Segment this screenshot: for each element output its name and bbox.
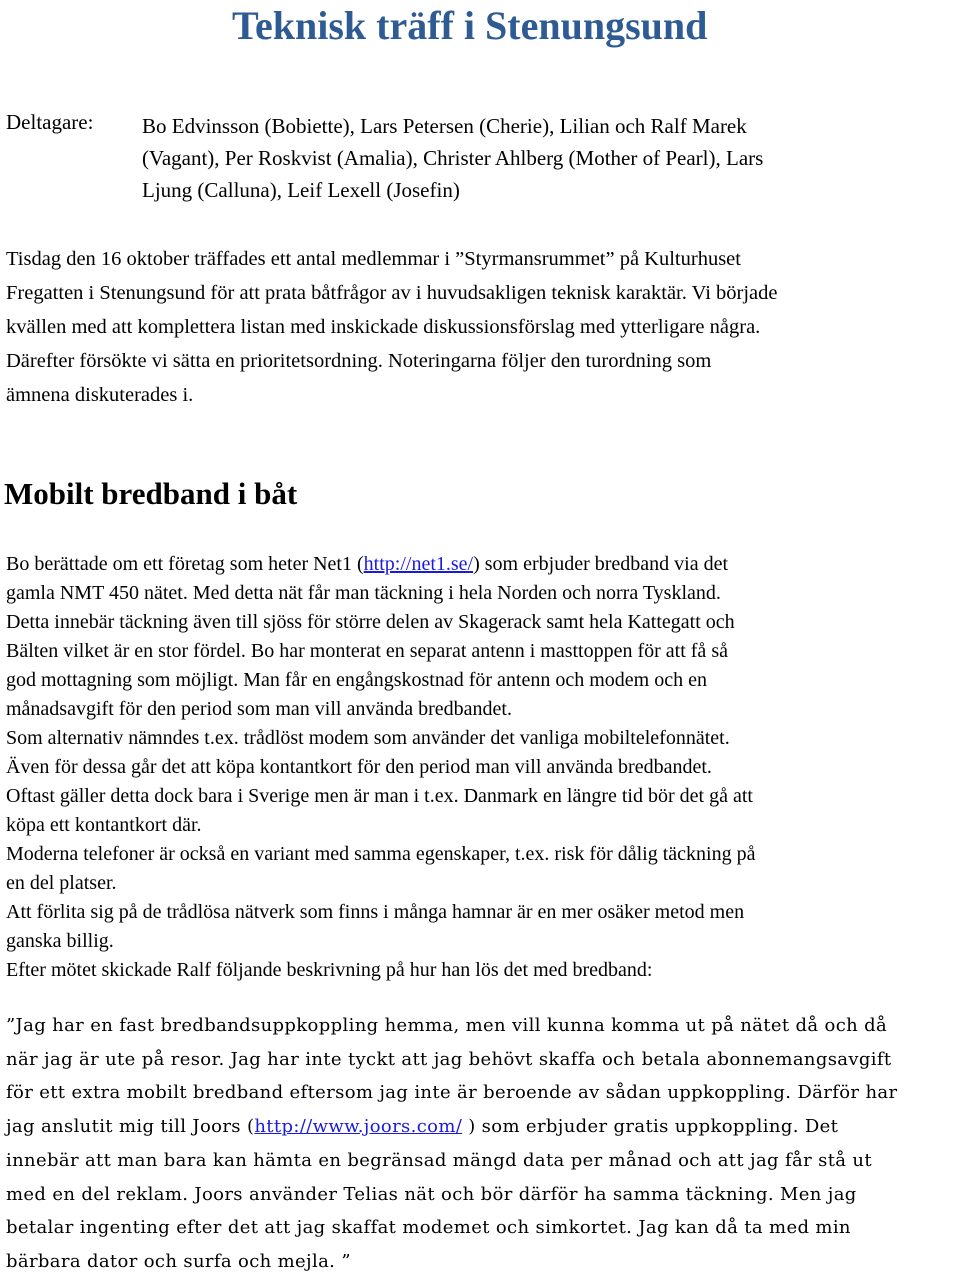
quote-text: ) som erbjuder gratis uppkoppling. Det	[462, 1116, 839, 1138]
quote-line: innebär att man bara kan hämta en begränsad mängd data per månad och att jag får stå ut	[6, 1149, 872, 1171]
quote-block	[6, 1009, 897, 1279]
quote-line: för ett extra mobilt bredband eftersom jag inte är beroende av sådan uppkoppling. Därför har	[6, 1082, 898, 1104]
section-line: Detta innebär täckning även till sjöss för större delen av Skagerack samt hela Kattegatt och	[6, 611, 735, 633]
section-line: Oftast gäller detta dock bara i Sverige men är man i t.ex. Danmark en längre tid bör det gå att	[6, 785, 753, 807]
quote-line: betalar ingenting efter det att jag skaffat modemet och simkortet. Jag kan då ta med min	[6, 1217, 851, 1239]
joors-link[interactable]: http://www.joors.com/	[254, 1116, 463, 1138]
section-line: Moderna telefoner är också en variant med samma egenskaper, t.ex. risk för dålig täckning på	[6, 843, 756, 865]
net1-link[interactable]: http://net1.se/	[363, 553, 474, 575]
intro-line: Därefter försökte vi sätta en prioritetsordning. Noteringarna följer den turordning som	[6, 350, 712, 372]
section-line: Bälten vilket är en stor fördel. Bo har monterat en separat antenn i masttoppen för att få så	[6, 640, 728, 662]
section-line: Även för dessa går det att köpa kontantkort för den period man vill använda bredbandet.	[6, 756, 712, 778]
participants-label: Deltagare:	[6, 110, 94, 134]
quote-line: bärbara dator och surfa och mejla. ”	[6, 1250, 351, 1272]
quote-line: ”Jag har en fast bredbandsuppkoppling hemma, men vill kunna komma ut på nätet då och då	[6, 1015, 888, 1036]
participants-list	[142, 110, 763, 206]
section-text: ) som erbjuder bredband via det	[473, 553, 729, 575]
intro-line: Tisdag den 16 oktober träffades ett antal medlemmar i ”Styrmansrummet” på Kulturhuset	[6, 248, 741, 270]
intro-line: ämnena diskuterades i.	[6, 384, 194, 406]
page-title: Teknisk träff i Stenungsund	[232, 3, 708, 48]
section-line: köpa ett kontantkort där.	[6, 814, 202, 836]
section-body	[6, 550, 755, 985]
participants-line: (Vagant), Per Roskvist (Amalia), Christer Ahlberg (Mother of Pearl), Lars	[142, 146, 764, 170]
section-line: månadsavgift för den period som man vill använda bredbandet.	[6, 698, 512, 720]
section-line: gamla NMT 450 nätet. Med detta nät får man täckning i hela Norden och norra Tyskland.	[6, 582, 721, 604]
quote-text: jag anslutit mig till Joors (	[6, 1116, 255, 1138]
section-heading: Mobilt bredband i båt	[4, 476, 298, 511]
section-line: ganska billig.	[6, 930, 114, 952]
section-line: Efter mötet skickade Ralf följande beskrivning på hur han lös det med bredband:	[6, 959, 653, 981]
quote-line: med en del reklam. Joors använder Telias nät och bör därför ha samma täckning. Men jag	[6, 1183, 857, 1205]
section-line: Att förlita sig på de trådlösa nätverk som finns i många hamnar är en mer osäker metod men	[6, 901, 745, 923]
section-line: en del platser.	[6, 872, 117, 894]
intro-paragraph	[6, 242, 777, 412]
section-text: Bo berättade om ett företag som heter Net1 (	[6, 553, 364, 575]
participants-line: Ljung (Calluna), Leif Lexell (Josefin)	[142, 178, 460, 202]
participants-line: Bo Edvinsson (Bobiette), Lars Petersen (Cherie), Lilian och Ralf Marek	[142, 114, 747, 138]
intro-line: kvällen med att komplettera listan med inskickade diskussionsförslag med ytterligare några.	[6, 316, 761, 338]
intro-line: Fregatten i Stenungsund för att prata båtfrågor av i huvudsakligen teknisk karaktär. Vi började	[6, 282, 778, 304]
section-line: Som alternativ nämndes t.ex. trådlöst modem som använder det vanliga mobiltelefonnätet.	[6, 727, 730, 749]
quote-line: när jag är ute på resor. Jag har inte tyckt att jag behövt skaffa och betala abonnemangsavgift	[6, 1048, 892, 1070]
quote-line	[6, 1110, 897, 1144]
section-line	[6, 550, 755, 579]
section-line: god mottagning som möjligt. Man får en engångskostnad för antenn och modem och en	[6, 669, 707, 691]
